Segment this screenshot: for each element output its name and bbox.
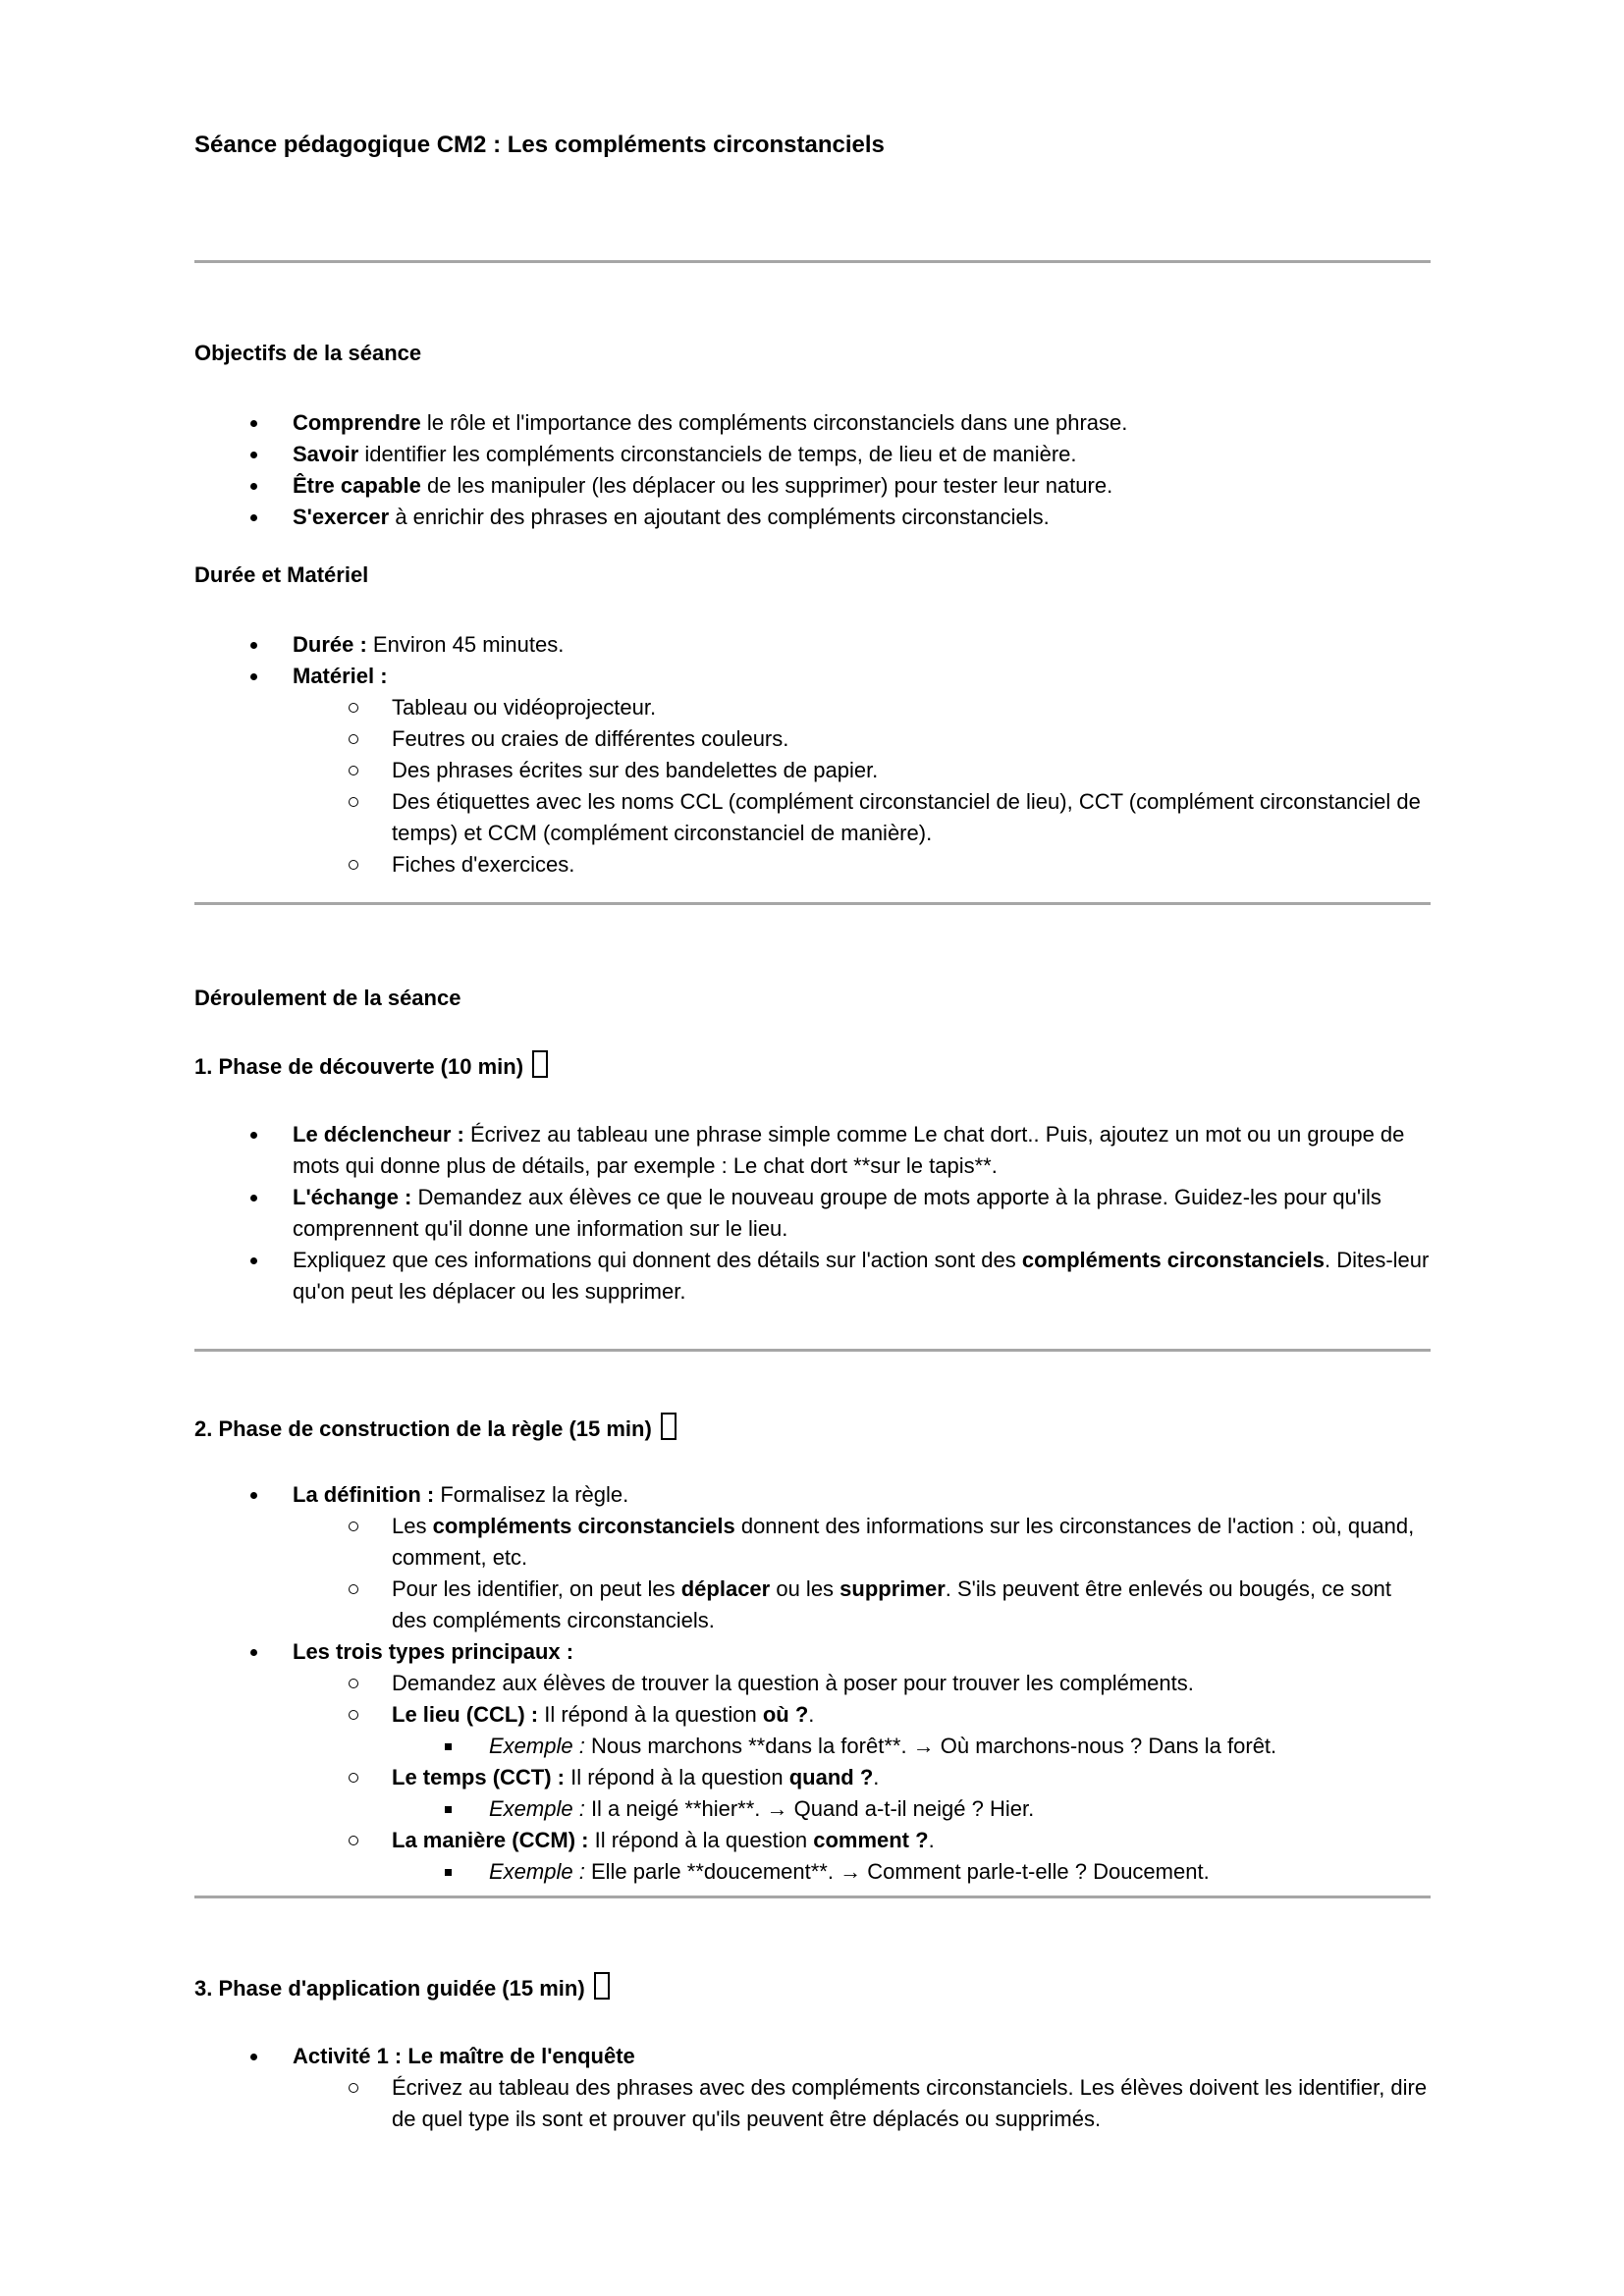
- text-run: compléments circonstanciels: [1021, 1248, 1325, 1272]
- text-run: Activité 1 : Le maître de l'enquête: [293, 2044, 635, 2068]
- text-run: Des étiquettes avec les noms CCL (complément circonstanciel de lieu), CCT (complément circonstanciel de temps) et CCM (complément circonstanciel de manière).: [392, 789, 1421, 845]
- text-run: Fiches d'exercices.: [392, 852, 575, 877]
- list-item: [194, 1574, 1431, 1636]
- missing-glyph-box: [594, 1972, 610, 2000]
- heading-duree-materiel: Durée et Matériel: [194, 562, 369, 587]
- list-phase2: [194, 1479, 1431, 1888]
- text-run: Exemple :: [489, 1734, 585, 1758]
- document-title: Séance pédagogique CM2 : Les compléments circonstanciels: [194, 132, 885, 158]
- text-run: Demandez aux élèves de trouver la question à poser pour trouver les compléments.: [392, 1671, 1194, 1695]
- list-item: [194, 470, 1431, 502]
- text-run: Matériel :: [293, 664, 388, 688]
- text-run: Nous marchons **dans la forêt**. → Où marchons-nous ? Dans la forêt.: [584, 1734, 1277, 1758]
- list-item: [194, 786, 1431, 849]
- list-item: [194, 1699, 1431, 1731]
- text-run: Le déclencheur :: [293, 1122, 464, 1147]
- text-run: compléments circonstanciels: [432, 1514, 735, 1538]
- list-item: [194, 1479, 1431, 1511]
- heading-phase3: [194, 1972, 1431, 2003]
- list-item: [194, 2072, 1431, 2135]
- text-run: Formalisez la règle.: [434, 1482, 629, 1507]
- text-run: supprimer: [839, 1576, 946, 1601]
- text-run: donnent des informations sur les circonstances de l'action : où, quand, comment, etc.: [392, 1514, 1415, 1570]
- text-run: Feutres ou craies de différentes couleurs.: [392, 726, 789, 751]
- list-item: [194, 2041, 1431, 2072]
- text-run: Les trois types principaux :: [293, 1639, 574, 1664]
- text-run: Elle parle **doucement**. → Comment parle-t-elle ? Doucement.: [584, 1859, 1210, 1884]
- list-item: [194, 1731, 1431, 1762]
- text-run: Les: [392, 1514, 433, 1538]
- list-item: [194, 849, 1431, 881]
- heading-phase3-text: 3. Phase d'application guidée (15 min): [194, 1976, 585, 2001]
- list-objectifs: [194, 407, 1431, 533]
- text-run: Expliquez que ces informations qui donnent des détails sur l'action sont des: [293, 1248, 1022, 1272]
- list-duree-materiel: [194, 629, 1431, 881]
- text-run: Il répond à la question: [565, 1765, 789, 1789]
- list-item: [194, 407, 1431, 439]
- text-run: Être capable: [293, 473, 421, 498]
- text-run: S'exercer: [293, 505, 390, 529]
- text-run: où ?: [762, 1702, 809, 1727]
- text-run: à enrichir des phrases en ajoutant des compléments circonstanciels.: [389, 505, 1050, 529]
- text-run: le rôle et l'importance des compléments circonstanciels dans une phrase.: [420, 410, 1128, 435]
- list-item: [194, 1182, 1431, 1245]
- list-item: [194, 1668, 1431, 1699]
- list-item: [194, 1825, 1431, 1856]
- missing-glyph-box: [532, 1050, 548, 1078]
- text-run: Le lieu (CCL) :: [392, 1702, 539, 1727]
- text-run: La manière (CCM) :: [392, 1828, 589, 1852]
- horizontal-rule: [194, 1349, 1431, 1352]
- text-run: . S'ils peuvent être enlevés ou bougés, ce sont des compléments circonstanciels.: [392, 1576, 1392, 1632]
- text-run: Des phrases écrites sur des bandelettes de papier.: [392, 758, 879, 782]
- list-item: [194, 1856, 1431, 1888]
- text-run: identifier les compléments circonstanciels de temps, de lieu et de manière.: [358, 442, 1077, 466]
- text-run: Exemple :: [489, 1859, 585, 1884]
- list-item: [194, 502, 1431, 533]
- heading-phase2-text: 2. Phase de construction de la règle (15 min): [194, 1416, 652, 1441]
- text-run: .: [808, 1702, 815, 1727]
- text-run: .: [928, 1828, 935, 1852]
- text-run: Savoir: [293, 442, 359, 466]
- heading-deroulement: Déroulement de la séance: [194, 986, 461, 1010]
- list-phase1: [194, 1119, 1431, 1308]
- list-item: [194, 1793, 1431, 1825]
- horizontal-rule: [194, 902, 1431, 905]
- text-run: Le temps (CCT) :: [392, 1765, 565, 1789]
- text-run: .: [873, 1765, 880, 1789]
- heading-phase1-text: 1. Phase de découverte (10 min): [194, 1054, 524, 1079]
- text-run: Demandez aux élèves ce que le nouveau groupe de mots apporte à la phrase. Guidez-les pour qu'ils comprennent qu'il donne une information sur le lieu.: [293, 1185, 1381, 1241]
- text-run: Pour les identifier, on peut les: [392, 1576, 681, 1601]
- text-run: comment ?: [813, 1828, 929, 1852]
- horizontal-rule: [194, 260, 1431, 263]
- text-run: Écrivez au tableau une phrase simple comme Le chat dort.. Puis, ajoutez un mot ou un groupe de mots qui donne plus de détails, par exemple : Le chat dort **sur le tapis**.: [293, 1122, 1405, 1178]
- list-item: [194, 661, 1431, 692]
- text-run: Environ 45 minutes.: [366, 632, 565, 657]
- text-run: Exemple :: [489, 1796, 585, 1821]
- list-item: [194, 439, 1431, 470]
- list-item: [194, 1245, 1431, 1308]
- heading-phase1: [194, 1050, 1431, 1082]
- text-run: Durée :: [293, 632, 367, 657]
- text-run: Écrivez au tableau des phrases avec des compléments circonstanciels. Les élèves doivent les identifier, dire de quel type ils sont et prouver qu'ils peuvent être déplacés ou supprimés.: [392, 2075, 1428, 2131]
- list-item: [194, 692, 1431, 723]
- text-run: Il répond à la question: [588, 1828, 814, 1852]
- list-item: [194, 1636, 1431, 1668]
- list-item: [194, 755, 1431, 786]
- text-run: déplacer: [680, 1576, 771, 1601]
- text-run: ou les: [770, 1576, 840, 1601]
- list-phase3: [194, 2041, 1431, 2135]
- text-run: Comprendre: [293, 410, 421, 435]
- text-run: L'échange :: [293, 1185, 412, 1209]
- list-item: [194, 1762, 1431, 1793]
- missing-glyph-box: [661, 1413, 677, 1440]
- heading-objectifs: Objectifs de la séance: [194, 341, 422, 365]
- text-run: Il a neigé **hier**. → Quand a-t-il neigé ? Hier.: [584, 1796, 1035, 1821]
- text-run: Tableau ou vidéoprojecteur.: [392, 695, 657, 720]
- list-item: [194, 723, 1431, 755]
- text-run: . Dites-leur qu'on peut les déplacer ou les supprimer.: [293, 1248, 1430, 1304]
- horizontal-rule: [194, 1896, 1431, 1898]
- text-run: de les manipuler (les déplacer ou les supprimer) pour tester leur nature.: [420, 473, 1113, 498]
- list-item: [194, 1119, 1431, 1182]
- heading-phase2: [194, 1413, 1431, 1444]
- text-run: Il répond à la question: [538, 1702, 763, 1727]
- list-item: [194, 1511, 1431, 1574]
- list-item: [194, 629, 1431, 661]
- text-run: La définition :: [293, 1482, 435, 1507]
- text-run: quand ?: [788, 1765, 874, 1789]
